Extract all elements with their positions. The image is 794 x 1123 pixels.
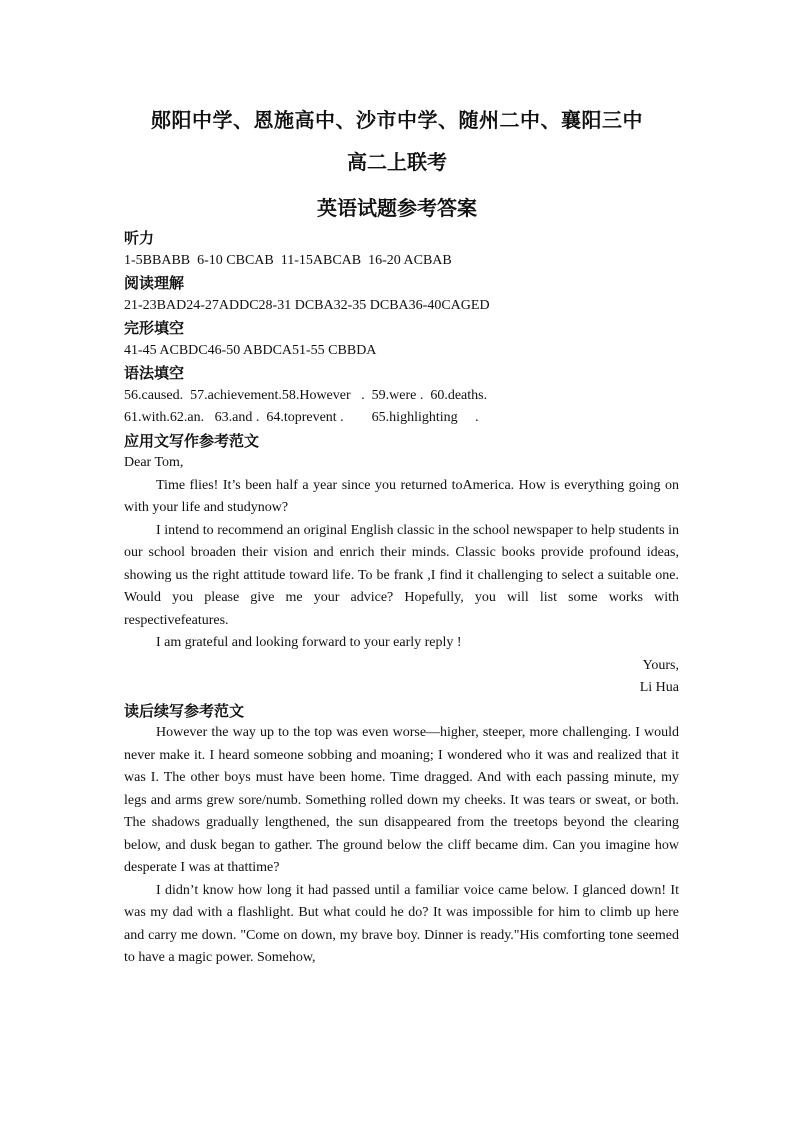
grammar-answers-line-1: 56.caused. 57.achievement.58.However . 59.were . 60.deaths. xyxy=(124,387,488,403)
section-title-continuation: 读后续写参考范文 xyxy=(124,701,245,720)
letter-paragraph: I am grateful and looking forward to your early reply ! xyxy=(156,635,462,650)
content-body xyxy=(124,227,679,970)
continuation-paragraph: However the way up to the top was even worse—higher, steeper, more challenging. I would never make it. I heard someone sobbing and moaning; I wondered who it was and realized that it was I. The other boys must have been home. Time dragged. And with each passing minute, my legs and arms grew sore/numb. Something rolled down my cheeks. It was tears or sweat, or both. The shadows gradually lengthened, the sun disappeared from the treetops beyond the clearing below, and dusk began to gather. The ground below the cliff became dim. Can you imagine how desperate I was at thattime? xyxy=(124,725,679,875)
listening-answers: 1-5BBABB 6-10 CBCAB 11-15ABCAB 16-20 ACBAB xyxy=(124,252,452,268)
letter-paragraph: I intend to recommend an original English classic in the school newspaper to help students in our school broaden their vision and enrich their minds. Classic books provide profound ideas, showing us the right attitude toward life. To be frank ,I find it challenging to select a suitable one. Would you please give me your advice? Hopefully, you will list some works with respectivefeatures. xyxy=(124,522,679,628)
exam-title: 高二上联考 xyxy=(347,150,447,174)
answer-key-title: 英语试题参考答案 xyxy=(317,196,477,220)
continuation-paragraph: I didn’t know how long it had passed until a familiar voice came below. I glanced down! It was my dad with a flashlight. But what could he do? It was impossible for him to climb up here and carry me down. "Come on down, my brave boy. Dinner is ready."His comforting tone seemed to have a magic power. Somehow, xyxy=(124,882,679,965)
section-title-reading: 阅读理解 xyxy=(124,274,185,292)
letter-signature: Li Hua xyxy=(639,680,679,695)
section-title-listening: 听力 xyxy=(124,229,155,247)
grammar-answers-line-2: 61.with.62.an. 63.and . 64.toprevent . 65.highlighting . xyxy=(124,410,479,425)
section-title-applied-writing: 应用文写作参考范文 xyxy=(124,431,260,450)
reading-answers: 21-23BAD24-27ADDC28-31 DCBA32-35 DCBA36-40CAGED xyxy=(124,297,490,313)
section-title-cloze: 完形填空 xyxy=(124,319,185,337)
schools-title: 郧阳中学、恩施高中、沙市中学、随州二中、襄阳三中 xyxy=(151,108,643,132)
cloze-answers: 41-45 ACBDC46-50 ABDCA51-55 CBBDA xyxy=(124,342,377,358)
letter-greeting: Dear Tom, xyxy=(124,455,184,470)
letter-paragraph: Time flies! It’s been half a year since you returned toAmerica. How is everything going on with your life and studynow? xyxy=(124,477,679,515)
letter-closing: Yours, xyxy=(642,657,679,673)
section-title-grammar: 语法填空 xyxy=(124,364,185,382)
